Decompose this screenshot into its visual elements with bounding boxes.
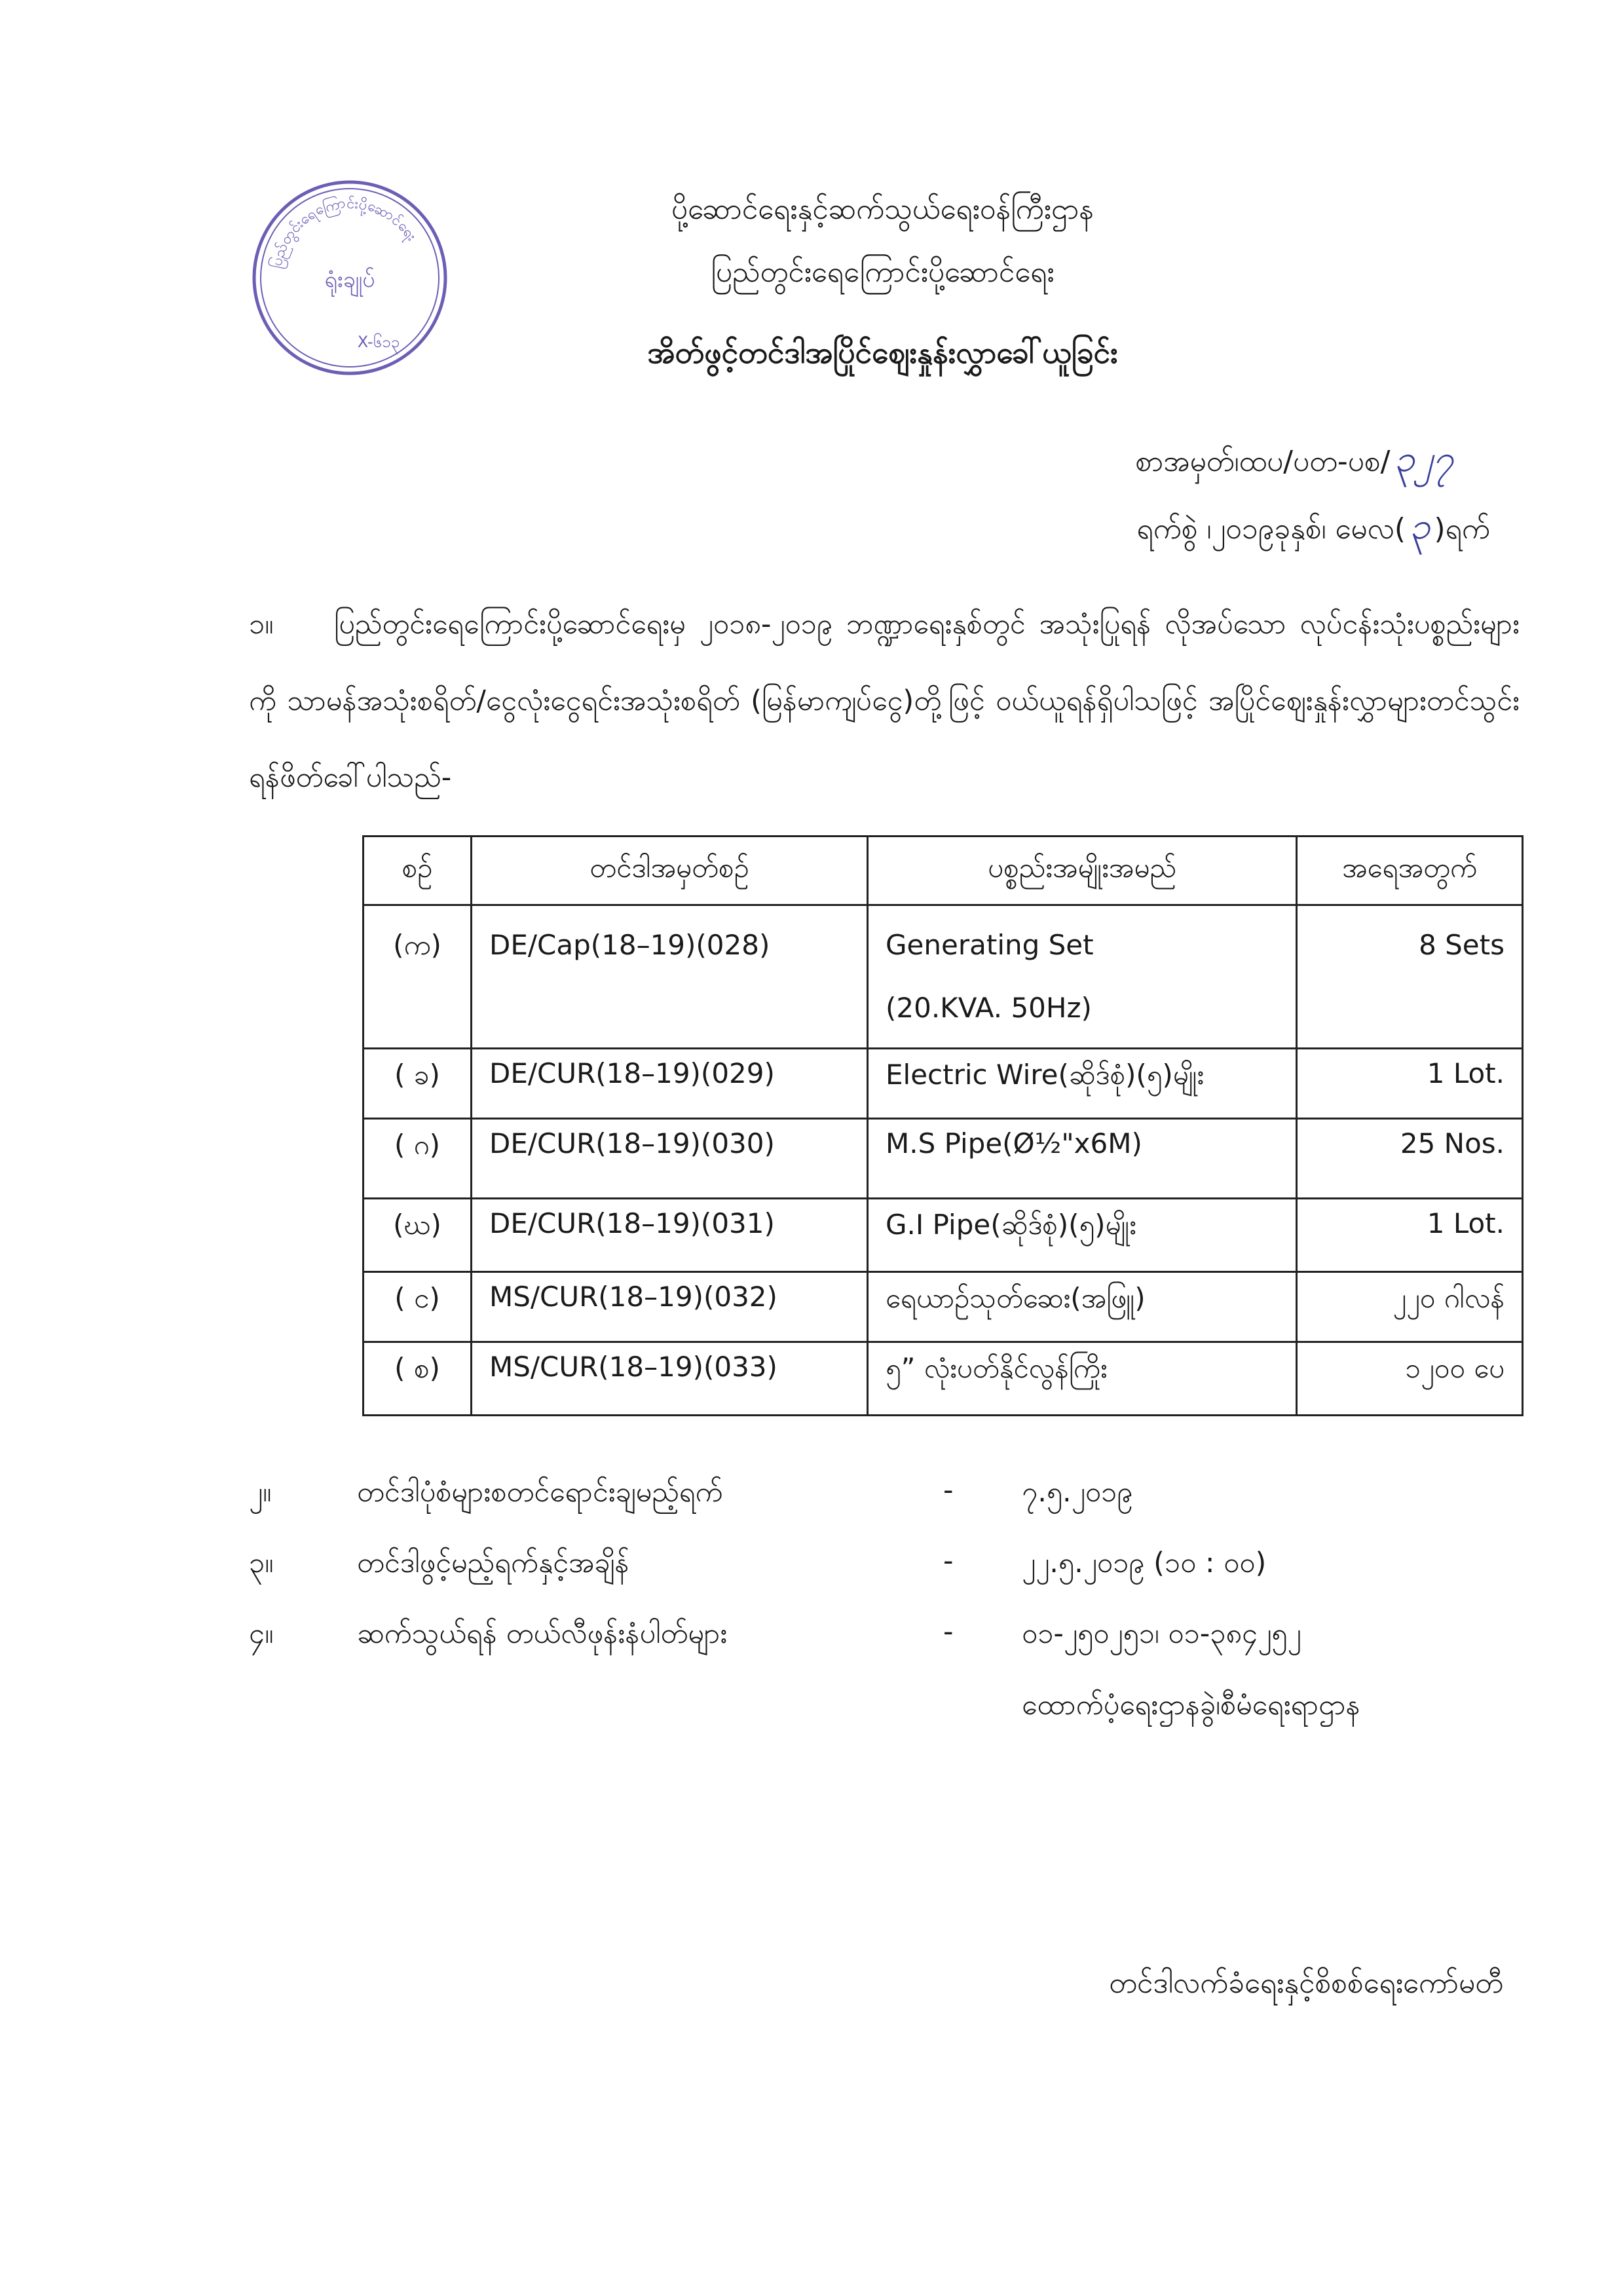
row-no: ( ခ) bbox=[364, 1049, 472, 1119]
seal-ring-text: ပြည်တွင်းရေကြောင်းပို့ဆောင်ရေး bbox=[268, 195, 420, 270]
reference-label: စာအမှတ်၊ထပ/ပတ-ပစ/ bbox=[1135, 445, 1391, 478]
row-qty: ၂၂၀ ဂါလန် bbox=[1297, 1272, 1523, 1342]
row-qty: 1 Lot. bbox=[1297, 1199, 1523, 1272]
row-tender: DE/CUR(18–19)(029) bbox=[472, 1049, 868, 1119]
date-prefix: ရက်စွဲ ၊၂၀၁၉ခုနှစ်၊ မေလ( bbox=[1136, 512, 1406, 546]
row-tender: DE/CUR(18–19)(031) bbox=[472, 1199, 868, 1272]
row-qty: ၁၂၀၀ ပေ bbox=[1297, 1342, 1523, 1416]
row-tender: MS/CUR(18–19)(032) bbox=[472, 1272, 868, 1342]
reference-handwritten-number: ၃၂၇ bbox=[1394, 438, 1453, 480]
paragraph-number: ၁။ bbox=[249, 608, 274, 641]
date-handwritten-day: ၃ bbox=[1410, 505, 1430, 548]
row-item-line1: Generating Set bbox=[886, 929, 1094, 961]
col-header-no: စဉ် bbox=[364, 837, 472, 905]
info-dash: - bbox=[943, 1615, 954, 1648]
info-dash: - bbox=[943, 1545, 954, 1577]
office-name: ထောက်ပံ့ရေးဌာနခွဲ၊စီမံရေးရာဌာန bbox=[1022, 1689, 1360, 1722]
row-item: Electric Wire(ဆိုဒ်စုံ)(၅)မျိုး bbox=[868, 1049, 1297, 1119]
row-qty: 25 Nos. bbox=[1297, 1119, 1523, 1199]
table-row bbox=[364, 1199, 1523, 1272]
reference-number bbox=[1135, 436, 1457, 489]
tender-opening-line bbox=[249, 1545, 1493, 1584]
row-no: (ဃ) bbox=[364, 1199, 472, 1272]
department-name: ပြည်တွင်းရေကြောင်းပို့ဆောင်ရေး bbox=[711, 255, 1055, 289]
seal-bottom-text: X-၆၁၃ bbox=[357, 333, 400, 351]
document-title: အိတ်ဖွင့်တင်ဒါအပြိုင်ဈေးနှုန်းလွှာခေါ်ယူခြင်း bbox=[647, 335, 1118, 370]
col-header-tender: တင်ဒါအမှတ်စဉ် bbox=[472, 837, 868, 905]
row-item-line2: (20.KVA. 50Hz) bbox=[886, 992, 1092, 1024]
info-label: ဆက်သွယ်ရန် တယ်လီဖုန်းနံပါတ်များ bbox=[357, 1617, 728, 1650]
ministry-name: ပို့ဆောင်ရေးနှင့်ဆက်သွယ်ရေးဝန်ကြီးဌာန bbox=[671, 193, 1094, 226]
date-suffix: )ရက် bbox=[1434, 512, 1490, 546]
intro-paragraph bbox=[249, 586, 1520, 816]
row-tender: DE/CUR(18–19)(030) bbox=[472, 1119, 868, 1199]
row-item: ရေယာဉ်သုတ်ဆေး(အဖြူ) bbox=[868, 1272, 1297, 1342]
row-item: M.S Pipe(Ø½"x6M) bbox=[868, 1119, 1297, 1199]
info-value: ၇.၅.၂၀၁၉ bbox=[1022, 1476, 1133, 1509]
table-row bbox=[364, 1049, 1523, 1119]
row-qty: 1 Lot. bbox=[1297, 1049, 1523, 1119]
info-label: တင်ဒါဖွင့်မည့်ရက်နှင့်အချိန် bbox=[357, 1547, 629, 1579]
table-row bbox=[364, 1272, 1523, 1342]
contact-phones-line bbox=[249, 1615, 1493, 1655]
reference-date bbox=[1136, 503, 1490, 557]
committee-signoff: တင်ဒါလက်ခံရေးနှင့်စိစစ်ရေးကော်မတီ bbox=[1109, 1967, 1503, 2000]
row-no: (က) bbox=[364, 905, 472, 1049]
row-item bbox=[868, 905, 1297, 1049]
table-header-row bbox=[364, 837, 1523, 905]
tender-items-table bbox=[362, 835, 1524, 1416]
row-tender: MS/CUR(18–19)(033) bbox=[472, 1342, 868, 1416]
sale-start-date-line bbox=[249, 1474, 1493, 1513]
row-item: ၅” လုံးပတ်နိုင်လွန်ကြိုး bbox=[868, 1342, 1297, 1416]
info-number: ၄။ bbox=[249, 1617, 274, 1650]
row-no: ( င) bbox=[364, 1272, 472, 1342]
info-value: ၀၁-၂၅၀၂၅၁၊ ၀၁-၃၈၄၂၅၂ bbox=[1022, 1617, 1301, 1650]
row-no: ( ဂ) bbox=[364, 1119, 472, 1199]
row-no: ( စ) bbox=[364, 1342, 472, 1416]
row-qty: 8 Sets bbox=[1297, 905, 1523, 1049]
info-label: တင်ဒါပုံစံများစတင်ရောင်းချမည့်ရက် bbox=[357, 1476, 723, 1509]
col-header-item: ပစ္စည်းအမျိုးအမည် bbox=[868, 837, 1297, 905]
info-dash: - bbox=[943, 1474, 954, 1507]
col-header-qty: အရေအတွက် bbox=[1297, 837, 1523, 905]
paragraph-text: ပြည်တွင်းရေကြောင်းပို့ဆောင်ရေးမှ ၂၀၁၈-၂၀၁၉ ဘဏ္ဍာရေးနှစ်တွင် အသုံးပြုရန် လိုအပ်သော လုပ်ငန်းသုံးပစ္စည်းများကို သာမန်အသုံးစရိတ်/ငွေလုံးငွေရင်းအသုံးစရိတ် (မြန်မာကျပ်ငွေ)တို့ဖြင့် ဝယ်ယူရန်ရှိပါသဖြင့် အပြိုင်ဈေးနှုန်းလွှာများတင်သွင်းရန်ဖိတ်ခေါ်ပါသည်- bbox=[249, 608, 1520, 794]
table-row bbox=[364, 1342, 1523, 1416]
row-item: G.I Pipe(ဆိုဒ်စုံ)(၅)မျိုး bbox=[868, 1199, 1297, 1272]
info-value: ၂၂.၅.၂၀၁၉ (၁၀ : ၀၀) bbox=[1022, 1547, 1267, 1579]
seal-center-text: ရုံးချုပ် bbox=[324, 267, 375, 293]
info-number: ၃။ bbox=[249, 1547, 274, 1579]
table-row bbox=[364, 1119, 1523, 1199]
info-number: ၂။ bbox=[249, 1476, 272, 1509]
row-tender: DE/Cap(18–19)(028) bbox=[472, 905, 868, 1049]
table-row bbox=[364, 905, 1523, 1049]
